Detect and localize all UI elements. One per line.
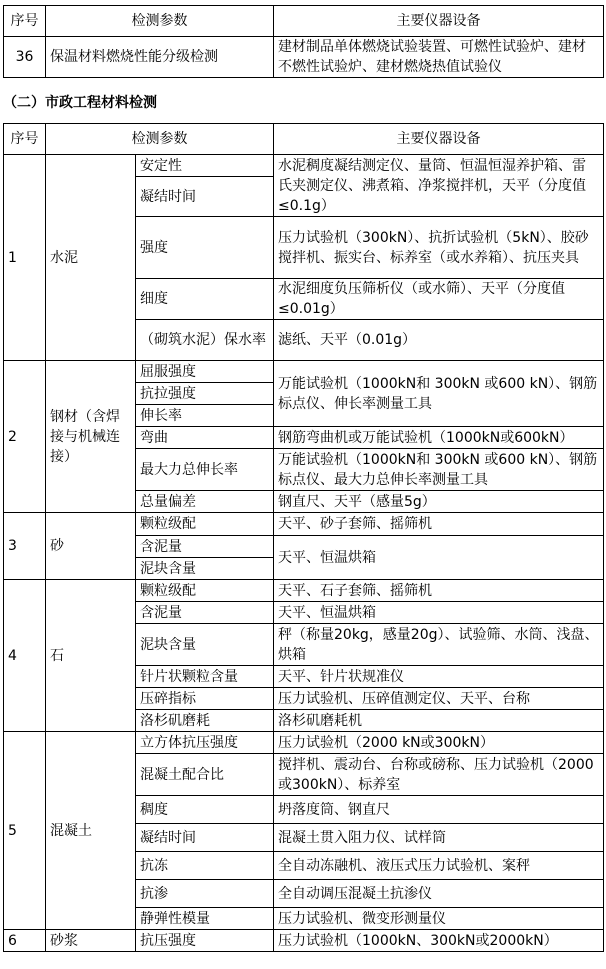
header-no: 序号	[4, 124, 46, 155]
equip-cell: 水泥稠度凝结测定仪、量筒、恒温恒湿养护箱、雷氏夹测定仪、沸煮箱、净浆搅拌机，天平（分度值≤0.1g）	[274, 155, 604, 217]
equip-cell: 钢筋弯曲机或万能试验机（1000kN或600kN）	[274, 427, 604, 449]
equip-cell: 压力试验机、压碎值测定仪、天平、台称	[274, 688, 604, 710]
table-row	[4, 37, 604, 78]
equip-cell: 秤（称量20kg，感量20g）、试验筛、水筒、浅盘、烘箱	[274, 624, 604, 666]
header-param: 检测参数	[46, 124, 274, 155]
table-header-row	[4, 6, 604, 37]
group-no: 6	[4, 930, 46, 952]
equip-cell: 滤纸、天平（0.01g）	[274, 320, 604, 361]
param-cell: 伸长率	[136, 405, 274, 427]
equip-cell: 天平、针片状规准仪	[274, 666, 604, 688]
equip-cell: 压力试验机（2000 kN或300kN）	[274, 732, 604, 754]
equip-cell: 洛杉矶磨耗机	[274, 710, 604, 732]
equip-cell: 水泥细度负压筛析仪（或水筛）、天平（分度值≤0.01g）	[274, 279, 604, 320]
table-row	[4, 930, 604, 952]
equip-cell: 压力试验机（300kN）、抗折试验机（5kN）、胶砂搅拌机、振实台、标养室（或水养箱）、抗压夹具	[274, 217, 604, 279]
equip-cell: 压力试验机（1000kN、300kN或2000kN）	[274, 930, 604, 952]
table-row	[4, 155, 604, 177]
equip-cell: 万能试验机（1000kN和 300kN 或600 kN）、钢筋标点仪、最大力总伸长率测量工具	[274, 449, 604, 491]
group-no: 3	[4, 513, 46, 580]
param-cell: 凝结时间	[136, 824, 274, 852]
table-row	[4, 361, 604, 383]
param-cell: （砌筑水泥）保水率	[136, 320, 274, 361]
param-cell: 静弹性模量	[136, 908, 274, 930]
row-param: 保温材料燃烧性能分级检测	[46, 37, 274, 78]
group-no: 5	[4, 732, 46, 930]
param-cell: 抗渗	[136, 880, 274, 908]
param-cell: 抗冻	[136, 852, 274, 880]
header-equip: 主要仪器设备	[274, 6, 604, 37]
param-cell: 含泥量	[136, 602, 274, 624]
param-cell: 屈服强度	[136, 361, 274, 383]
param-cell: 抗拉强度	[136, 383, 274, 405]
table-row	[4, 732, 604, 754]
group-name: 钢材（含焊接与机械连接）	[46, 361, 136, 513]
equip-cell: 混凝土贯入阻力仪、试样筒	[274, 824, 604, 852]
param-cell: 混凝土配合比	[136, 754, 274, 796]
table-row	[4, 580, 604, 602]
param-cell: 针片状颗粒含量	[136, 666, 274, 688]
equip-cell: 天平、恒温烘箱	[274, 536, 604, 580]
param-cell: 总量偏差	[136, 491, 274, 513]
group-name: 水泥	[46, 155, 136, 361]
group-name: 砂浆	[46, 930, 136, 952]
param-cell: 抗压强度	[136, 930, 274, 952]
header-equip: 主要仪器设备	[274, 124, 604, 155]
table-row	[4, 513, 604, 536]
param-cell: 弯曲	[136, 427, 274, 449]
group-name: 砂	[46, 513, 136, 580]
table-header-row	[4, 124, 604, 155]
param-cell: 颗粒级配	[136, 580, 274, 602]
param-cell: 颗粒级配	[136, 513, 274, 536]
param-cell: 稠度	[136, 796, 274, 824]
param-cell: 强度	[136, 217, 274, 279]
equip-cell: 搅拌机、震动台、台称或磅称、压力试验机（2000或300kN）、标养室	[274, 754, 604, 796]
equip-cell: 压力试验机、微变形测量仪	[274, 908, 604, 930]
param-cell: 立方体抗压强度	[136, 732, 274, 754]
section-title: （二）市政工程材料检测	[3, 95, 157, 111]
param-cell: 洛杉矶磨耗	[136, 710, 274, 732]
param-cell: 泥块含量	[136, 558, 274, 580]
row-equip: 建材制品单体燃烧试验装置、可燃性试验炉、建材不燃性试验炉、建材燃烧热值试验仪	[274, 37, 604, 78]
equip-cell: 天平、砂子套筛、摇筛机	[274, 513, 604, 536]
equip-cell: 万能试验机（1000kN和 300kN 或600 kN）、钢筋标点仪、伸长率测量工具	[274, 361, 604, 427]
group-no: 1	[4, 155, 46, 361]
group-no: 4	[4, 580, 46, 732]
param-cell: 最大力总伸长率	[136, 449, 274, 491]
param-cell: 压碎指标	[136, 688, 274, 710]
param-cell: 细度	[136, 279, 274, 320]
group-name: 混凝土	[46, 732, 136, 930]
materials-table	[3, 123, 604, 952]
group-no: 2	[4, 361, 46, 513]
param-cell: 凝结时间	[136, 177, 274, 217]
group-name: 石	[46, 580, 136, 732]
param-cell: 泥块含量	[136, 624, 274, 666]
header-param: 检测参数	[46, 6, 274, 37]
equip-cell: 坍落度筒、钢直尺	[274, 796, 604, 824]
equip-cell: 全自动调压混凝土抗渗仪	[274, 880, 604, 908]
row-no: 36	[4, 37, 46, 78]
equip-cell: 钢直尺、天平（感量5g）	[274, 491, 604, 513]
param-cell: 安定性	[136, 155, 274, 177]
equip-cell: 天平、恒温烘箱	[274, 602, 604, 624]
top-table	[3, 5, 604, 78]
header-no: 序号	[4, 6, 46, 37]
param-cell: 含泥量	[136, 536, 274, 558]
equip-cell: 全自动冻融机、液压式压力试验机、案秤	[274, 852, 604, 880]
equip-cell: 天平、石子套筛、摇筛机	[274, 580, 604, 602]
